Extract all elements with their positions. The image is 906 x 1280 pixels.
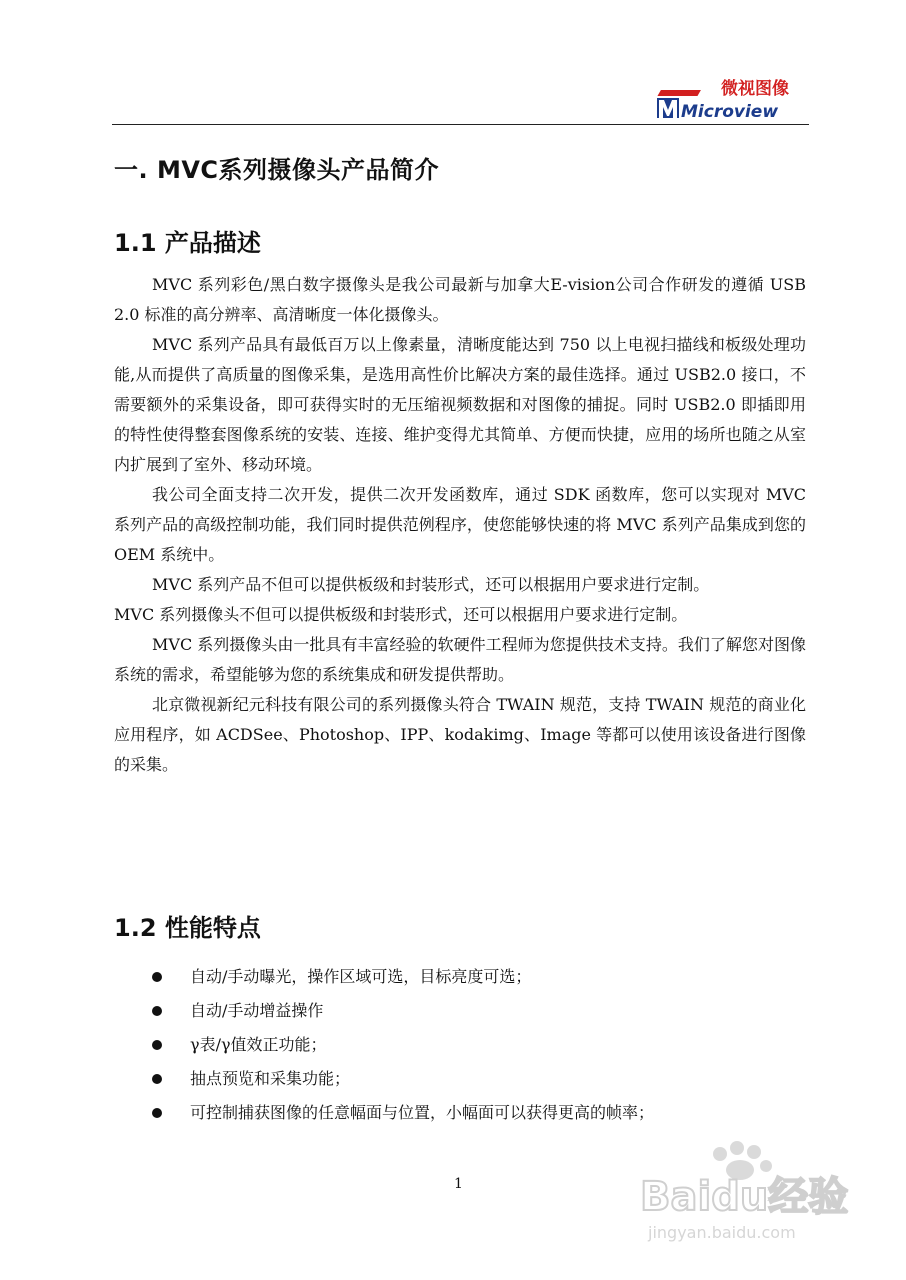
watermark-url: jingyan.baidu.com: [648, 1223, 796, 1242]
list-item-text: γ表/γ值效正功能；: [190, 1035, 327, 1054]
watermark-text: Baidu经验: [640, 1174, 849, 1220]
bullet-icon: [152, 1074, 162, 1084]
paragraph: MVC 系列产品具有最低百万以上像素量，清晰度能达到 750 以上电视扫描线和板级处理功能,从而提供了高质量的图像采集，是选用高性价比解决方案的最佳选择。通过 USB2.0 接口，不需要额外的采集设备，即可获得实时的无压缩视频数据和对图像的捕捉。同时 USB2.0 即插即用的特性使得整套图像系统的安装、连接、维护变得尤其简单、方便而快捷，应用的场所也随之从室内扩展到了室外、移动环境。: [114, 335, 806, 474]
paragraph: MVC 系列产品不但可以提供板级和封装形式，还可以根据用户要求进行定制。: [152, 575, 710, 594]
microview-logo: [655, 76, 805, 122]
section-heading-product-description: 1.1 产品描述: [114, 229, 261, 257]
list-item: [150, 1028, 654, 1062]
section-heading-features: 1.2 性能特点: [114, 914, 261, 942]
header-rule: [112, 124, 809, 125]
page-number: 1: [454, 1176, 463, 1192]
logo-text-en: Microview: [681, 102, 779, 122]
product-description-body: [114, 270, 806, 780]
bullet-icon: [152, 1006, 162, 1016]
baidu-jingyan-watermark: [640, 1140, 870, 1250]
logo-text-cn: 微视图像: [721, 79, 789, 99]
list-item: [150, 1096, 654, 1130]
list-item: [150, 1062, 654, 1096]
paragraph: MVC 系列摄像头由一批具有丰富经验的软硬件工程师为您提供技术支持。我们了解您对图像系统的需求，希望能够为您的系统集成和研发提供帮助。: [114, 635, 806, 684]
paragraph: 我公司全面支持二次开发，提供二次开发函数库，通过 SDK 函数库，您可以实现对 MVC 系列产品的高级控制功能，我们同时提供范例程序，使您能够快速的将 MVC 系列产品集成到您的 OEM 系统中。: [114, 485, 806, 564]
list-item: [150, 994, 654, 1028]
list-item-text: 可控制捕获图像的任意幅面与位置，小幅面可以获得更高的帧率；: [190, 1103, 655, 1122]
list-item: [150, 960, 654, 994]
list-item-text: 自动/手动曝光，操作区域可选，目标亮度可选；: [190, 967, 532, 986]
bullet-icon: [152, 1108, 162, 1118]
paragraph: MVC 系列彩色/黑白数字摄像头是我公司最新与加拿大E-vision公司合作研发的遵循 USB 2.0 标准的高分辨率、高清晰度一体化摄像头。: [114, 275, 806, 324]
document-title: 一. MVC系列摄像头产品简介: [114, 156, 440, 184]
feature-list: [150, 960, 654, 1130]
paragraph: 北京微视新纪元科技有限公司的系列摄像头符合 TWAIN 规范，支持 TWAIN 规范的商业化应用程序，如 ACDSee、Photoshop、IPP、kodakimg、Image 等都可以使用该设备进行图像的采集。: [114, 695, 806, 774]
paragraph: MVC 系列摄像头不但可以提供板级和封装形式，还可以根据用户要求进行定制。: [114, 605, 688, 624]
bullet-icon: [152, 1040, 162, 1050]
list-item-text: 抽点预览和采集功能；: [190, 1069, 351, 1088]
bullet-icon: [152, 972, 162, 982]
list-item-text: 自动/手动增益操作: [190, 1001, 324, 1020]
